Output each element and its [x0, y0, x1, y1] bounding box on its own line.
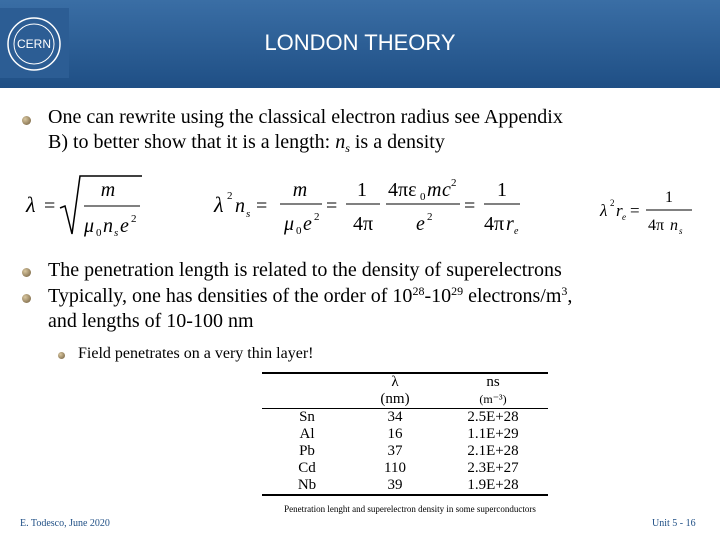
table-caption: Penetration lenght and superelectron density in some superconductors [284, 504, 536, 514]
table-units-row [262, 391, 548, 409]
eq2-frac1-e-exp: 2 [314, 211, 320, 223]
eq2-frac3-num-eps-sub: 0 [420, 191, 426, 203]
table-unit-cell: (m⁻³) [438, 391, 548, 409]
table-header-cell: ns [438, 373, 548, 391]
eq2-frac1-e: e [303, 213, 312, 235]
eq2-frac4-num: 1 [497, 179, 507, 201]
bullet-text-1 [48, 105, 708, 155]
eq3-den-n: n [670, 217, 678, 234]
eq2-frac4-den-r: r [506, 213, 514, 235]
eq2-frac3-num-c-exp: 2 [451, 177, 457, 189]
table-row: Cd 110 2.3E+27 [298, 460, 519, 476]
eq3-r: r [616, 201, 623, 220]
eq1-numerator-m: m [100, 179, 116, 201]
eq2-equals-2: = [326, 195, 338, 217]
footer-author: E. Todesco, June 2020 [20, 518, 110, 529]
bullet-marker [22, 116, 31, 125]
table-row: Al 16 1.1E+29 [299, 426, 519, 442]
bullet-1-line-2b: is a density [349, 131, 445, 153]
bullet-text-2: The penetration length is related to the density of superelectrons [48, 259, 562, 281]
eq3-den-a: 4π [648, 217, 665, 234]
table-row: Pb 37 2.1E+28 [299, 443, 519, 459]
eq2-frac3-num-c: c [442, 179, 451, 201]
footer-page-number: Unit 5 - 16 [652, 518, 696, 529]
eq1-equals: = [44, 195, 56, 217]
eq1-n-sub: s [114, 227, 119, 239]
superconductor-table [262, 372, 548, 496]
eq2-frac2-den: 4π [352, 213, 374, 235]
eq2-lambda-exp: 2 [227, 190, 233, 202]
eq2-n-sub: s [246, 208, 251, 220]
bullet-text-3: Typically, one has densities of the order of $10^{28}-10^{29}$ electrons/$m^3$, and lengths of 10-100 nm [48, 284, 573, 332]
eq3-equals: = [630, 201, 640, 220]
bullet-3-line-2: and lengths of 10-100 nm [48, 310, 254, 332]
equation-lambda [24, 170, 144, 240]
sub-bullet-text: Field penetrates on a very thin layer! [78, 345, 314, 362]
eq2-equals-3: = [464, 195, 476, 217]
eq1-e-exp: 2 [131, 213, 137, 225]
table-unit-cell: (nm) [352, 391, 438, 409]
cern-logo-text: CERN [16, 37, 52, 51]
eq2-frac4-den-r-sub: e [514, 226, 519, 237]
table-unit-cell [262, 391, 352, 409]
bullet-1-line-2a: B) to better show that it is a length: [48, 131, 336, 153]
bullet-marker [22, 268, 31, 277]
eq2-n: n [235, 195, 245, 217]
eq1-n: n [103, 215, 113, 237]
sub-bullet-marker [58, 352, 65, 359]
equation-lambda-squared [212, 172, 522, 240]
eq2-frac3-den-exp: 2 [427, 211, 433, 223]
eq2-frac4-den-a: 4π [484, 213, 505, 235]
eq3-den-sub: s [679, 226, 683, 236]
table-header-cell: λ [352, 373, 438, 391]
eq1-e: e [120, 215, 129, 237]
table-header-cell [262, 373, 352, 391]
page-title: LONDON THEORY [264, 30, 456, 55]
table-row: Nb 39 1.9E+28 [262, 477, 548, 495]
ns-symbol: $n_s$ [335, 131, 350, 155]
eq2-frac2-num: 1 [357, 179, 367, 201]
header-banner [0, 0, 720, 88]
equation-classical-radius [598, 184, 694, 236]
eq3-lambda-exp: 2 [610, 198, 615, 208]
eq2-equals-1: = [256, 195, 268, 217]
eq2-frac3-num-m: m [427, 179, 442, 201]
eq3-num: 1 [665, 189, 673, 206]
table-row: Sn 34 2.5E+28 [299, 409, 519, 425]
eq2-frac1-mu: μ [284, 213, 295, 235]
eq2-lambda: λ [214, 192, 224, 217]
eq2-frac3-den-e: e [416, 213, 425, 235]
eq2-frac3-num-a: 4πε [388, 179, 417, 201]
eq1-lambda: λ [26, 192, 36, 217]
eq3-r-sub: e [622, 212, 626, 222]
eq2-frac1-mu-sub: 0 [296, 225, 302, 237]
eq3-lambda: λ [600, 201, 608, 220]
table-header-row [262, 373, 548, 391]
bullet-marker [22, 294, 31, 303]
eq2-frac1-num: m [292, 179, 308, 201]
eq1-mu-sub: 0 [96, 227, 102, 239]
bullet-1-line-1: One can rewrite using the classical electron radius see Appendix [48, 106, 563, 128]
eq1-mu: μ [84, 215, 95, 237]
